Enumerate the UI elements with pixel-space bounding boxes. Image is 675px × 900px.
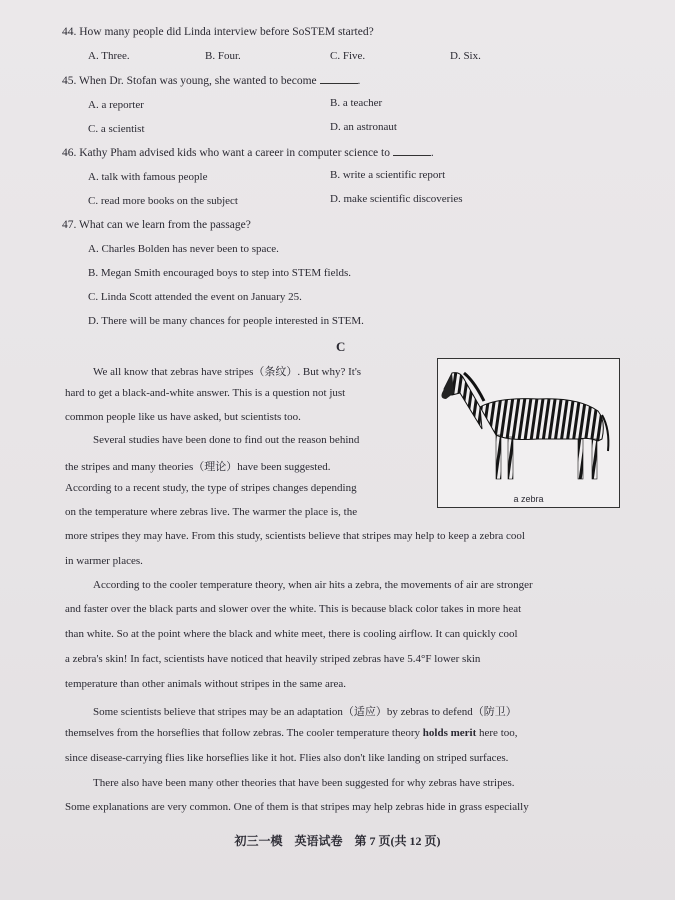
question-44: 44. How many people did Linda interview before SoSTEM started? bbox=[62, 26, 374, 38]
q45-option-a: A. a reporter bbox=[88, 99, 144, 111]
passage-line: than white. So at the point where the black and white meet, there is cooling airflow. It can quickly cool bbox=[65, 628, 518, 640]
passage-line: There also have been many other theories that have been suggested for why zebras have stripes. bbox=[93, 777, 515, 789]
passage-line: since disease-carrying flies like horseflies like it hot. Flies also don't like landing on striped surfaces. bbox=[65, 752, 509, 764]
q47-option-a: A. Charles Bolden has never been to space. bbox=[88, 243, 279, 255]
passage-line-start: themselves from the horseflies that follow zebras. The cooler temperature theory bbox=[65, 727, 421, 739]
q46-option-b: B. write a scientific report bbox=[330, 169, 446, 181]
passage-line: in warmer places. bbox=[65, 555, 143, 567]
passage-line: on the temperature where zebras live. The warmer the place is, the bbox=[65, 506, 358, 518]
q44-option-c: C. Five. bbox=[330, 50, 366, 62]
q46-stem-end: . bbox=[430, 147, 434, 159]
q47-option-c: C. Linda Scott attended the event on January 25. bbox=[88, 291, 302, 303]
passage-line: Some explanations are very common. One of them is that stripes may help zebras hide in grass especially bbox=[65, 801, 529, 813]
passage-line-end: here too, bbox=[476, 727, 518, 739]
passage-line: hard to get a black-and-white answer. This is a question not just bbox=[65, 387, 346, 399]
passage-line: temperature than other animals without stripes in the same area. bbox=[65, 678, 347, 690]
q45-option-b: B. a teacher bbox=[330, 97, 383, 109]
q46-option-c: C. read more books on the subject bbox=[88, 195, 238, 207]
q44-option-a: A. Three. bbox=[88, 50, 130, 62]
passage-line bbox=[65, 727, 518, 739]
passage-line: the stripes and many theories（理论）have been suggested. bbox=[65, 461, 331, 473]
bold-phrase: holds merit bbox=[422, 727, 477, 739]
answer-blank bbox=[320, 74, 358, 84]
q46-option-d: D. make scientific discoveries bbox=[330, 193, 463, 205]
q47-option-d: D. There will be many chances for people interested in STEM. bbox=[88, 315, 364, 327]
passage-line: Some scientists believe that stripes may be an adaptation（适应）by zebras to defend（防卫） bbox=[93, 706, 517, 718]
q45-option-d: D. an astronaut bbox=[330, 121, 397, 133]
question-46 bbox=[62, 146, 434, 159]
q47-option-b: B. Megan Smith encouraged boys to step into STEM fields. bbox=[88, 267, 352, 279]
q46-stem: 46. Kathy Pham advised kids who want a career in computer science to bbox=[62, 147, 390, 159]
passage-line: We all know that zebras have stripes（条纹）. But why? It's bbox=[93, 366, 362, 378]
zebra-figure bbox=[437, 358, 620, 508]
q45-stem-end: . bbox=[357, 75, 361, 87]
q44-option-b: B. Four. bbox=[205, 50, 241, 62]
passage-line: more stripes they may have. From this study, scientists believe that stripes may help to keep a zebra cool bbox=[65, 530, 525, 542]
passage-line: According to a recent study, the type of stripes changes depending bbox=[65, 482, 357, 494]
answer-blank bbox=[393, 146, 431, 156]
passage-line: a zebra's skin! In fact, scientists have noticed that heavily striped zebras have 5.4°F lower skin bbox=[65, 653, 481, 665]
figure-caption: a zebra bbox=[513, 494, 544, 504]
passage-line: common people like us have asked, but scientists too. bbox=[65, 411, 301, 423]
q45-option-c: C. a scientist bbox=[88, 123, 145, 135]
question-47: 47. What can we learn from the passage? bbox=[62, 219, 251, 231]
question-45 bbox=[62, 74, 360, 87]
page-footer: 初三一模 英语试卷 第 7 页(共 12 页) bbox=[234, 834, 441, 848]
passage-line: and faster over the black parts and slower over the white. This is because black color takes in more heat bbox=[65, 603, 522, 615]
zebra-illustration bbox=[438, 359, 619, 489]
passage-line: According to the cooler temperature theory, when air hits a zebra, the movements of air are stronger bbox=[93, 579, 533, 591]
passage-line: Several studies have been done to find out the reason behind bbox=[93, 434, 360, 446]
section-label: C bbox=[336, 339, 346, 354]
q45-stem: 45. When Dr. Stofan was young, she wanted to become bbox=[62, 75, 317, 87]
q46-option-a: A. talk with famous people bbox=[88, 171, 208, 183]
q44-option-d: D. Six. bbox=[450, 50, 481, 62]
